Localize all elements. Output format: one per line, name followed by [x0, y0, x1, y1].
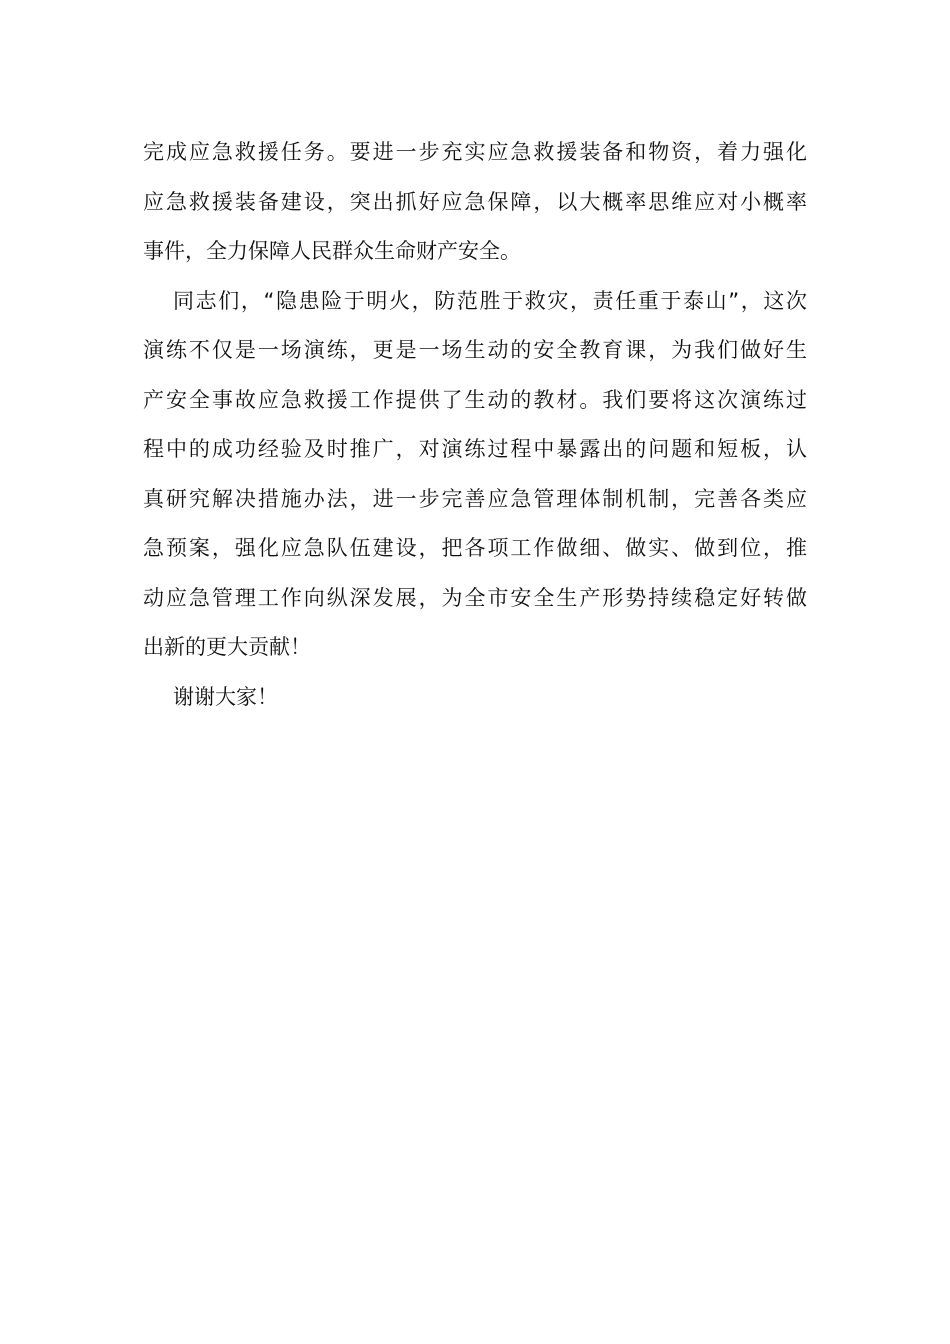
text-line: 出新的更大贡献！ — [143, 635, 311, 659]
text-line: 动应急管理工作向纵深发展，为全市安全生产形势持续稳定好转做 — [143, 585, 807, 610]
paragraph-comrades-address — [143, 277, 807, 673]
text-line: 完成应急救援任务。要进一步充实应急救援装备和物资，着力强化 — [143, 140, 807, 164]
text-line: 事件，全力保障人民群众生命财产安全。 — [143, 239, 521, 263]
paragraph-closing — [143, 673, 807, 723]
text-line: 同志们，“隐患险于明火，防范胜于救灾，责任重于泰山”，这次 — [173, 288, 807, 313]
document-body — [143, 128, 807, 722]
text-line: 急预案，强化应急队伍建设，把各项工作做细、做实、做到位，推 — [143, 536, 807, 560]
closing-thanks: 谢谢大家！ — [173, 684, 278, 709]
text-line: 真研究解决措施办法，进一步完善应急管理体制机制，完善各类应 — [143, 486, 807, 511]
text-line: 演练不仅是一场演练，更是一场生动的安全教育课，为我们做好生 — [143, 338, 807, 362]
text-line: 产安全事故应急救援工作提供了生动的教材。我们要将这次演练过 — [143, 387, 807, 412]
text-line: 应急救援装备建设，突出抓好应急保障，以大概率思维应对小概率 — [143, 189, 807, 214]
text-line: 程中的成功经验及时推广，对演练过程中暴露出的问题和短板，认 — [143, 437, 807, 461]
paragraph-emergency-equipment — [143, 128, 807, 277]
